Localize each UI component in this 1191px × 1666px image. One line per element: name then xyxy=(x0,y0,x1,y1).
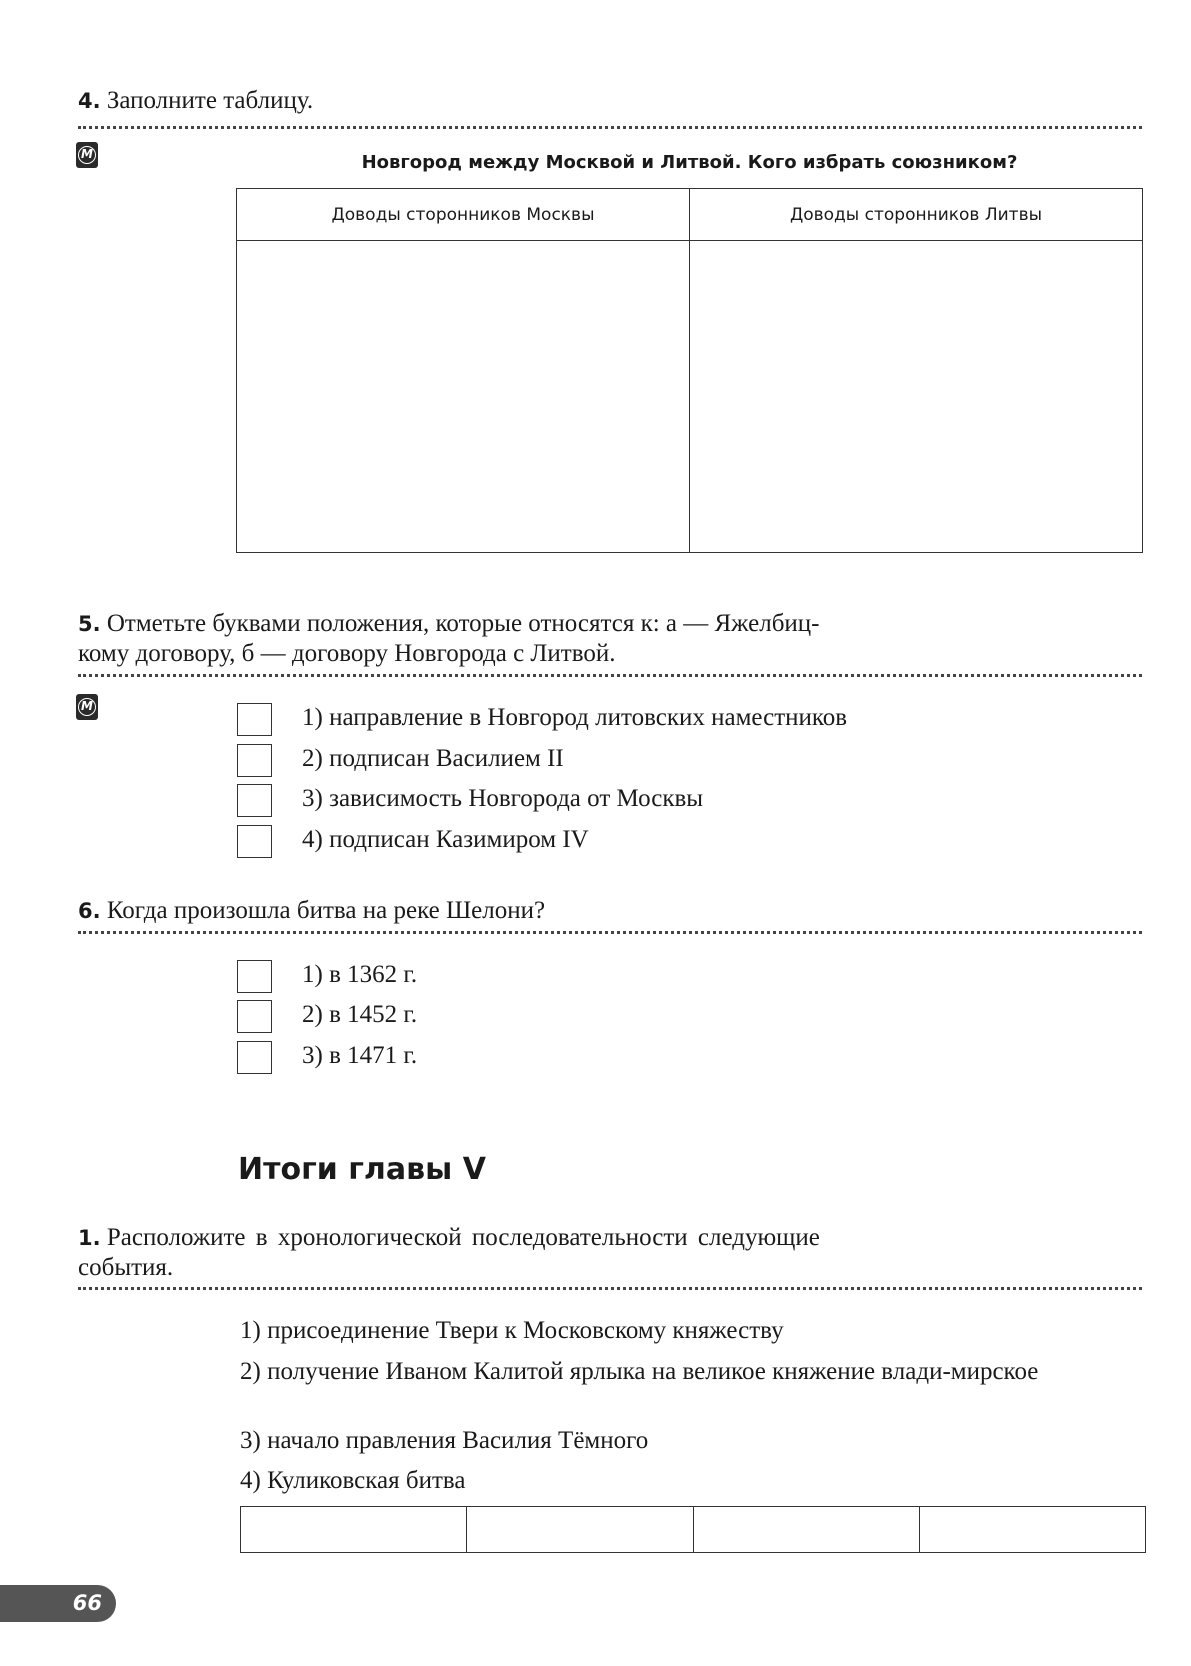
option-label: 4) подписан Казимиром IV xyxy=(302,826,589,853)
m-marker-icon: M xyxy=(76,142,98,168)
task-text: Отметьте буквами положения, которые относятся к: а — Яжелбиц- xyxy=(106,610,820,637)
column-header-moscow: Доводы сторонников Москвы xyxy=(237,189,690,241)
table-title: Новгород между Москвой и Литвой. Кого избрать союзником? xyxy=(361,152,1018,173)
answer-checkbox[interactable] xyxy=(237,825,272,858)
divider xyxy=(78,126,1142,129)
answer-checkbox[interactable] xyxy=(237,1000,272,1033)
summary-task1-prompt xyxy=(78,1223,1008,1283)
task-number: 5. xyxy=(78,612,101,636)
option-label: 2) в 1452 г. xyxy=(302,1001,418,1028)
divider xyxy=(78,1287,1142,1290)
answer-cell[interactable] xyxy=(693,1507,919,1553)
answer-cell[interactable] xyxy=(467,1507,693,1553)
option-label: 1) в 1362 г. xyxy=(302,961,418,988)
answer-cell[interactable] xyxy=(919,1507,1145,1553)
task-text: Когда произошла битва на реке Шелони? xyxy=(106,897,546,924)
answer-checkbox[interactable] xyxy=(237,744,272,777)
m-marker-icon: M xyxy=(76,694,98,720)
divider xyxy=(78,674,1142,677)
option-label: 2) подписан Василием II xyxy=(302,745,564,772)
task-number: 4. xyxy=(78,89,101,113)
column-header-lithuania: Доводы сторонников Литвы xyxy=(690,189,1143,241)
task-text: события. xyxy=(78,1254,174,1281)
event-item: 1) присоединение Твери к Московскому княжеству xyxy=(240,1317,784,1344)
event-item: 4) Куликовская битва xyxy=(240,1467,466,1494)
option-label: 3) в 1471 г. xyxy=(302,1042,418,1069)
task-text: Расположите в хронологической последовательности следующие xyxy=(106,1224,820,1251)
page-number-tab xyxy=(0,1585,116,1622)
option-label: 3) зависимость Новгорода от Москвы xyxy=(302,785,704,812)
answer-checkbox[interactable] xyxy=(237,703,272,736)
divider xyxy=(78,931,1142,934)
lithuania-arguments-cell[interactable] xyxy=(690,241,1143,553)
task-number: 6. xyxy=(78,899,101,923)
event-item: 2) получение Иваном Калитой ярлыка на великое княжение влади-мирское xyxy=(240,1358,1039,1385)
moscow-arguments-cell[interactable] xyxy=(237,241,690,553)
answer-checkbox[interactable] xyxy=(237,784,272,817)
answer-checkbox[interactable] xyxy=(237,1041,272,1074)
event-item: 3) начало правления Василия Тёмного xyxy=(240,1427,649,1454)
task-text: кому договору, б — договору Новгорода с Литвой. xyxy=(78,640,616,667)
task-number: 1. xyxy=(78,1226,101,1250)
page-number: 66 xyxy=(72,1591,102,1615)
task6-prompt xyxy=(78,896,545,926)
arguments-table xyxy=(236,188,1143,553)
answer-checkbox[interactable] xyxy=(237,960,272,993)
section-heading: Итоги главы V xyxy=(238,1152,486,1187)
task-text: Заполните таблицу. xyxy=(106,87,314,114)
task4-prompt xyxy=(78,86,313,116)
answer-sequence-table xyxy=(240,1506,1146,1553)
task5-prompt xyxy=(78,609,820,669)
option-label: 1) направление в Новгород литовских наместников xyxy=(302,704,848,731)
answer-cell[interactable] xyxy=(241,1507,467,1553)
